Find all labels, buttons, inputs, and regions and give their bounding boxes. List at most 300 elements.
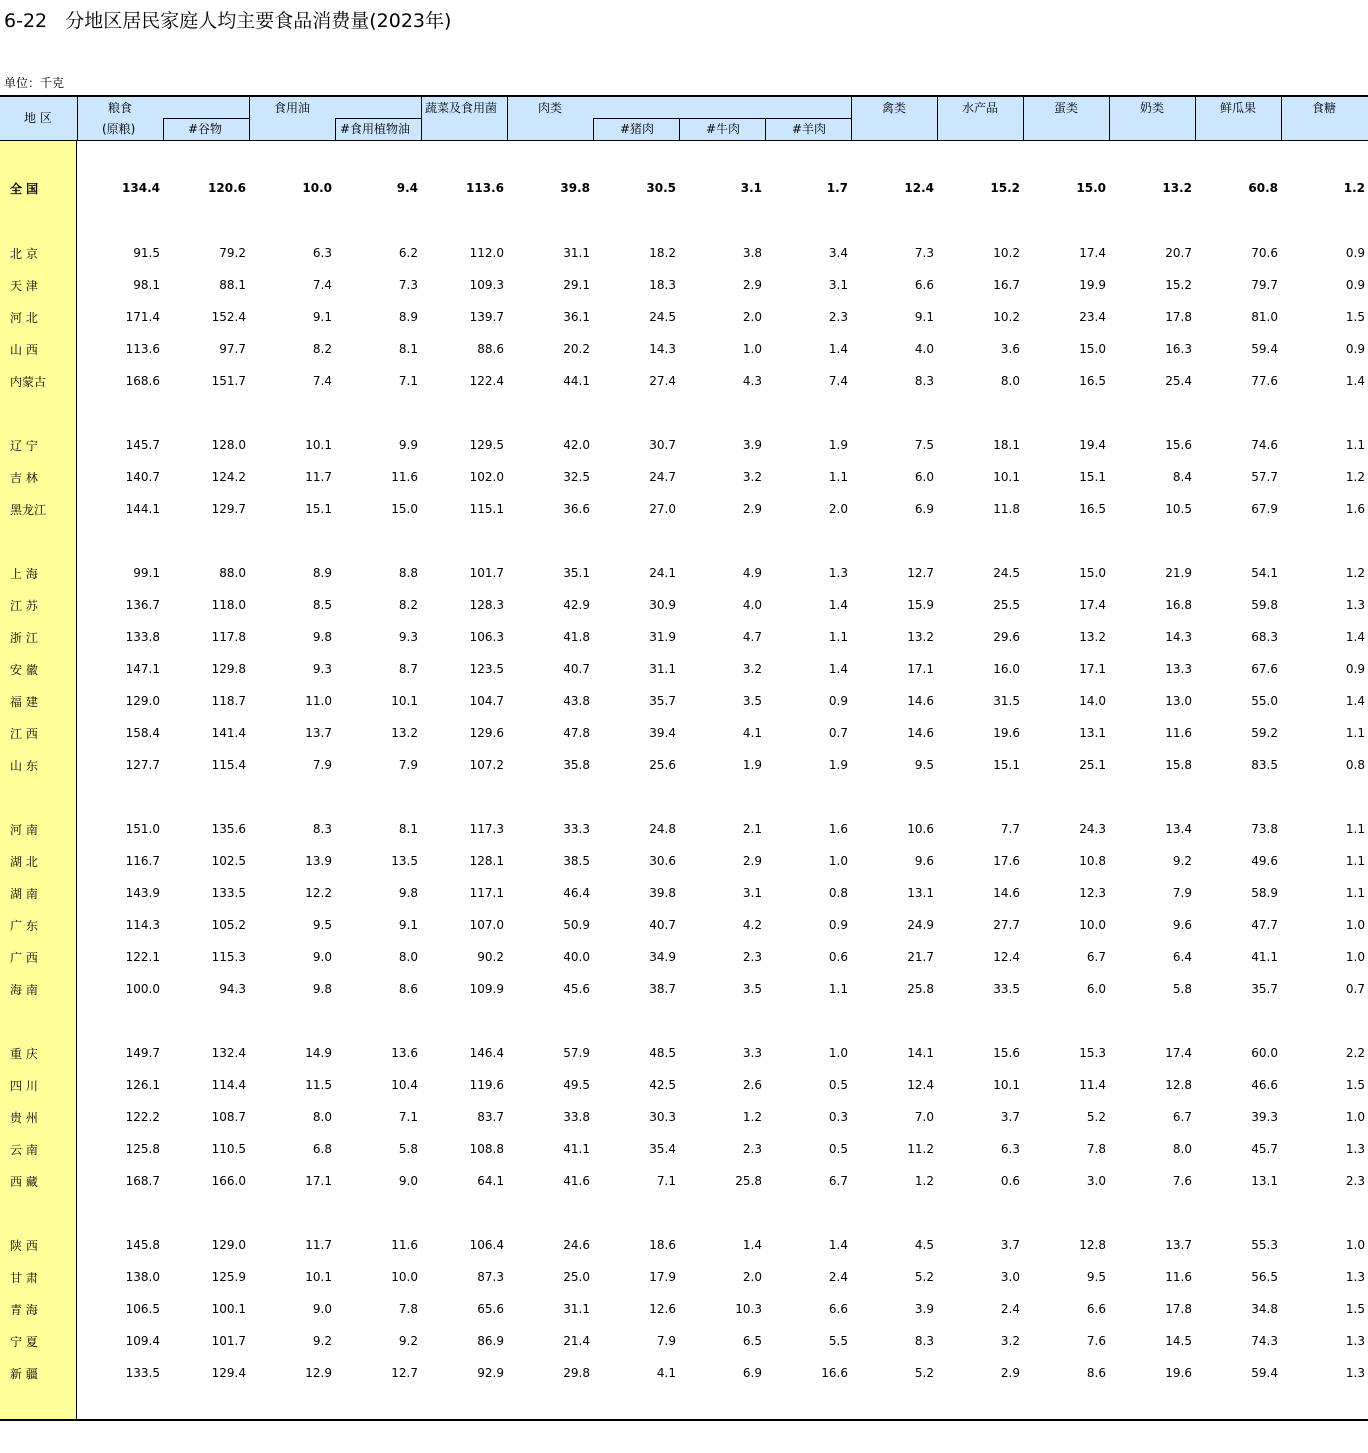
value-cell: 3.2 <box>742 662 762 676</box>
value-cell: 10.1 <box>391 694 418 708</box>
value-cell: 11.7 <box>305 470 332 484</box>
value-cell: 7.9 <box>312 758 332 772</box>
value-cell: 7.4 <box>828 374 848 388</box>
value-cell: 7.6 <box>1172 1174 1192 1188</box>
value-cell: 12.3 <box>1079 886 1106 900</box>
value-cell: 2.9 <box>1000 1366 1020 1380</box>
value-cell: 2.2 <box>1345 1046 1365 1060</box>
value-cell: 113.6 <box>125 342 160 356</box>
value-cell: 129.7 <box>211 502 246 516</box>
value-cell: 3.5 <box>742 694 762 708</box>
value-cell: 9.9 <box>398 438 418 452</box>
value-cell: 0.7 <box>1345 982 1365 996</box>
value-cell: 8.0 <box>1172 1142 1192 1156</box>
value-cell: 6.7 <box>828 1174 848 1188</box>
value-cell: 14.3 <box>649 342 676 356</box>
value-cell: 17.8 <box>1165 1302 1192 1316</box>
table-row <box>0 237 1368 269</box>
value-cell: 3.7 <box>1000 1238 1020 1252</box>
value-cell: 12.4 <box>993 950 1020 964</box>
value-cell: 1.0 <box>1345 1238 1365 1252</box>
value-cell: 11.6 <box>391 470 418 484</box>
value-cell: 14.6 <box>907 694 934 708</box>
value-cell: 1.4 <box>1345 630 1365 644</box>
table-row <box>0 909 1368 941</box>
value-cell: 0.9 <box>828 918 848 932</box>
value-cell: 8.4 <box>1172 470 1192 484</box>
value-cell: 87.3 <box>477 1270 504 1284</box>
value-cell: 46.4 <box>563 886 590 900</box>
value-cell: 55.0 <box>1251 694 1278 708</box>
value-cell: 13.2 <box>391 726 418 740</box>
value-cell: 14.1 <box>907 1046 934 1060</box>
data-sheet <box>0 95 1368 1421</box>
value-cell: 25.8 <box>907 982 934 996</box>
region-name: 山 西 <box>10 342 38 357</box>
value-cell: 11.5 <box>305 1078 332 1092</box>
value-cell: 98.1 <box>133 278 160 292</box>
value-cell: 18.1 <box>993 438 1020 452</box>
value-cell: 40.7 <box>563 662 590 676</box>
value-cell: 30.9 <box>649 598 676 612</box>
header-rule <box>0 140 1368 141</box>
value-cell: 129.5 <box>469 438 504 452</box>
value-cell: 7.7 <box>1000 822 1020 836</box>
value-cell: 1.5 <box>1345 310 1365 324</box>
value-cell: 109.4 <box>125 1334 160 1348</box>
value-cell: 5.5 <box>828 1334 848 1348</box>
value-cell: 35.8 <box>563 758 590 772</box>
table-row <box>0 1261 1368 1293</box>
value-cell: 9.8 <box>398 886 418 900</box>
value-cell: 1.5 <box>1345 1078 1365 1092</box>
value-cell: 21.4 <box>563 1334 590 1348</box>
value-cell: 102.0 <box>469 470 504 484</box>
value-cell: 81.0 <box>1251 310 1278 324</box>
value-cell: 1.3 <box>1345 1366 1365 1380</box>
value-cell: 48.5 <box>649 1046 676 1060</box>
value-cell: 1.9 <box>828 758 848 772</box>
value-cell: 17.4 <box>1165 1046 1192 1060</box>
value-cell: 8.9 <box>312 566 332 580</box>
value-cell: 1.0 <box>742 342 762 356</box>
value-cell: 24.1 <box>649 566 676 580</box>
value-cell: 3.9 <box>742 438 762 452</box>
value-cell: 21.7 <box>907 950 934 964</box>
value-cell: 15.1 <box>993 758 1020 772</box>
region-name: 重 庆 <box>10 1046 38 1061</box>
value-cell: 14.5 <box>1165 1334 1192 1348</box>
value-cell: 33.8 <box>563 1110 590 1124</box>
region-name: 青 海 <box>10 1302 38 1317</box>
value-cell: 50.9 <box>563 918 590 932</box>
table-row <box>0 461 1368 493</box>
value-cell: 43.8 <box>563 694 590 708</box>
table-row <box>0 589 1368 621</box>
header-grain: 粮食 <box>108 101 133 115</box>
value-cell: 1.1 <box>1345 726 1365 740</box>
value-cell: 1.4 <box>828 598 848 612</box>
value-cell: 6.6 <box>1086 1302 1106 1316</box>
value-cell: 1.0 <box>1345 1110 1365 1124</box>
region-name: 广 西 <box>10 950 38 965</box>
region-name: 浙 江 <box>10 630 38 645</box>
value-cell: 36.6 <box>563 502 590 516</box>
value-cell: 74.3 <box>1251 1334 1278 1348</box>
value-cell: 11.6 <box>1165 1270 1192 1284</box>
table-row <box>0 429 1368 461</box>
header-fruit: 鲜瓜果 <box>1220 101 1257 115</box>
value-cell: 1.9 <box>828 438 848 452</box>
value-cell: 128.1 <box>469 854 504 868</box>
value-cell: 120.6 <box>208 181 246 195</box>
value-cell: 12.9 <box>305 1366 332 1380</box>
value-cell: 6.0 <box>914 470 934 484</box>
value-cell: 128.0 <box>211 438 246 452</box>
value-cell: 91.5 <box>133 246 160 260</box>
value-cell: 59.4 <box>1251 342 1278 356</box>
value-cell: 1.6 <box>1345 502 1365 516</box>
value-cell: 6.3 <box>1000 1142 1020 1156</box>
value-cell: 10.2 <box>993 246 1020 260</box>
value-cell: 122.2 <box>125 1110 160 1124</box>
value-cell: 0.6 <box>828 950 848 964</box>
value-cell: 10.4 <box>391 1078 418 1092</box>
value-cell: 99.1 <box>133 566 160 580</box>
value-cell: 97.7 <box>219 342 246 356</box>
table-row <box>0 621 1368 653</box>
table-row <box>0 301 1368 333</box>
value-cell: 1.2 <box>1345 566 1365 580</box>
value-cell: 92.9 <box>477 1366 504 1380</box>
region-name: 江 苏 <box>10 598 38 613</box>
value-cell: 7.1 <box>398 1110 418 1124</box>
value-cell: 133.5 <box>125 1366 160 1380</box>
value-cell: 47.8 <box>563 726 590 740</box>
value-cell: 15.0 <box>1079 566 1106 580</box>
value-cell: 30.3 <box>649 1110 676 1124</box>
value-cell: 7.9 <box>398 758 418 772</box>
value-cell: 2.0 <box>742 1270 762 1284</box>
value-cell: 133.5 <box>211 886 246 900</box>
value-cell: 1.5 <box>1345 1302 1365 1316</box>
value-cell: 17.1 <box>907 662 934 676</box>
region-name: 天 津 <box>10 278 38 293</box>
value-cell: 15.3 <box>1079 1046 1106 1060</box>
region-name: 西 藏 <box>10 1174 38 1189</box>
value-cell: 1.1 <box>1345 886 1365 900</box>
value-cell: 79.2 <box>219 246 246 260</box>
value-cell: 8.1 <box>398 342 418 356</box>
value-cell: 0.8 <box>1345 758 1365 772</box>
value-cell: 8.9 <box>398 310 418 324</box>
value-cell: 38.7 <box>649 982 676 996</box>
value-cell: 106.5 <box>125 1302 160 1316</box>
value-cell: 90.2 <box>477 950 504 964</box>
value-cell: 27.0 <box>649 502 676 516</box>
value-cell: 16.5 <box>1079 374 1106 388</box>
value-cell: 41.8 <box>563 630 590 644</box>
value-cell: 2.0 <box>828 502 848 516</box>
table-row <box>0 1229 1368 1261</box>
region-name: 安 徽 <box>10 662 38 677</box>
value-cell: 0.9 <box>828 694 848 708</box>
value-cell: 1.1 <box>828 630 848 644</box>
value-cell: 101.7 <box>211 1334 246 1348</box>
value-cell: 10.2 <box>993 310 1020 324</box>
value-cell: 29.6 <box>993 630 1020 644</box>
value-cell: 0.5 <box>828 1142 848 1156</box>
value-cell: 39.8 <box>649 886 676 900</box>
value-cell: 3.4 <box>828 246 848 260</box>
value-cell: 114.4 <box>211 1078 246 1092</box>
header-eggs: 蛋类 <box>1054 101 1079 115</box>
value-cell: 57.7 <box>1251 470 1278 484</box>
value-cell: 25.0 <box>563 1270 590 1284</box>
value-cell: 47.7 <box>1251 918 1278 932</box>
value-cell: 1.7 <box>826 181 848 195</box>
value-cell: 110.5 <box>211 1142 246 1156</box>
table-row <box>0 1069 1368 1101</box>
value-cell: 13.9 <box>305 854 332 868</box>
value-cell: 8.3 <box>312 822 332 836</box>
value-cell: 125.9 <box>211 1270 246 1284</box>
value-cell: 8.7 <box>398 662 418 676</box>
value-cell: 107.2 <box>469 758 504 772</box>
value-cell: 19.9 <box>1079 278 1106 292</box>
table-row <box>0 941 1368 973</box>
value-cell: 9.6 <box>914 854 934 868</box>
value-cell: 9.2 <box>398 1334 418 1348</box>
value-cell: 10.1 <box>305 438 332 452</box>
value-cell: 1.1 <box>1345 438 1365 452</box>
value-cell: 136.7 <box>125 598 160 612</box>
value-cell: 9.3 <box>312 662 332 676</box>
value-cell: 25.8 <box>735 1174 762 1188</box>
value-cell: 10.0 <box>391 1270 418 1284</box>
value-cell: 27.7 <box>993 918 1020 932</box>
table-row <box>0 749 1368 781</box>
header-beef: #牛肉 <box>706 122 741 136</box>
value-cell: 126.1 <box>125 1078 160 1092</box>
table-row <box>0 1325 1368 1357</box>
value-cell: 11.6 <box>391 1238 418 1252</box>
value-cell: 18.6 <box>649 1238 676 1252</box>
value-cell: 106.3 <box>469 630 504 644</box>
value-cell: 124.2 <box>211 470 246 484</box>
value-cell: 7.1 <box>656 1174 676 1188</box>
value-cell: 46.6 <box>1251 1078 1278 1092</box>
value-cell: 25.5 <box>993 598 1020 612</box>
value-cell: 2.3 <box>1345 1174 1365 1188</box>
value-cell: 6.4 <box>1172 950 1192 964</box>
value-cell: 24.7 <box>649 470 676 484</box>
value-cell: 6.9 <box>742 1366 762 1380</box>
value-cell: 11.0 <box>305 694 332 708</box>
region-name: 吉 林 <box>10 470 38 485</box>
value-cell: 100.1 <box>211 1302 246 1316</box>
value-cell: 3.1 <box>740 181 762 195</box>
value-cell: 109.3 <box>469 278 504 292</box>
region-name: 全 国 <box>10 181 39 196</box>
value-cell: 9.1 <box>914 310 934 324</box>
header-region: 地 区 <box>24 111 52 125</box>
value-cell: 55.3 <box>1251 1238 1278 1252</box>
header-dairy: 奶类 <box>1140 101 1165 115</box>
value-cell: 39.4 <box>649 726 676 740</box>
value-cell: 24.9 <box>907 918 934 932</box>
value-cell: 4.0 <box>742 598 762 612</box>
value-cell: 13.2 <box>1079 630 1106 644</box>
region-name: 内蒙古 <box>10 374 47 389</box>
value-cell: 6.5 <box>742 1334 762 1348</box>
value-cell: 4.5 <box>914 1238 934 1252</box>
value-cell: 12.6 <box>649 1302 676 1316</box>
value-cell: 65.6 <box>477 1302 504 1316</box>
value-cell: 1.9 <box>742 758 762 772</box>
value-cell: 56.5 <box>1251 1270 1278 1284</box>
value-cell: 4.0 <box>914 342 934 356</box>
value-cell: 12.2 <box>305 886 332 900</box>
value-cell: 70.6 <box>1251 246 1278 260</box>
value-cell: 16.0 <box>993 662 1020 676</box>
value-cell: 15.6 <box>993 1046 1020 1060</box>
region-name: 海 南 <box>10 982 38 997</box>
value-cell: 14.3 <box>1165 630 1192 644</box>
value-cell: 2.0 <box>742 310 762 324</box>
value-cell: 0.8 <box>828 886 848 900</box>
value-cell: 24.5 <box>993 566 1020 580</box>
value-cell: 8.0 <box>312 1110 332 1124</box>
value-cell: 8.0 <box>1000 374 1020 388</box>
value-cell: 9.0 <box>312 950 332 964</box>
value-cell: 9.6 <box>1172 918 1192 932</box>
value-cell: 10.8 <box>1079 854 1106 868</box>
value-cell: 31.5 <box>993 694 1020 708</box>
region-name: 广 东 <box>10 918 38 933</box>
value-cell: 35.7 <box>1251 982 1278 996</box>
value-cell: 117.8 <box>211 630 246 644</box>
value-cell: 17.1 <box>305 1174 332 1188</box>
table-row <box>0 1165 1368 1197</box>
value-cell: 11.2 <box>907 1142 934 1156</box>
value-cell: 42.5 <box>649 1078 676 1092</box>
value-cell: 59.2 <box>1251 726 1278 740</box>
value-cell: 1.2 <box>1345 470 1365 484</box>
region-name: 四 川 <box>10 1078 38 1093</box>
value-cell: 10.1 <box>305 1270 332 1284</box>
value-cell: 145.8 <box>125 1238 160 1252</box>
value-cell: 17.9 <box>649 1270 676 1284</box>
value-cell: 1.3 <box>1345 1142 1365 1156</box>
value-cell: 14.9 <box>305 1046 332 1060</box>
table-row <box>0 1037 1368 1069</box>
value-cell: 6.6 <box>914 278 934 292</box>
value-cell: 8.5 <box>312 598 332 612</box>
value-cell: 152.4 <box>211 310 246 324</box>
value-cell: 8.8 <box>398 566 418 580</box>
header-sugar: 食糖 <box>1312 101 1337 115</box>
value-cell: 13.3 <box>1165 662 1192 676</box>
value-cell: 39.3 <box>1251 1110 1278 1124</box>
value-cell: 1.1 <box>1345 822 1365 836</box>
value-cell: 12.8 <box>1079 1238 1106 1252</box>
value-cell: 30.5 <box>646 181 676 195</box>
value-cell: 143.9 <box>125 886 160 900</box>
value-cell: 1.4 <box>1345 374 1365 388</box>
value-cell: 9.2 <box>1172 854 1192 868</box>
value-cell: 1.3 <box>1345 1334 1365 1348</box>
value-cell: 7.4 <box>312 374 332 388</box>
value-cell: 1.0 <box>828 1046 848 1060</box>
value-cell: 9.4 <box>396 181 418 195</box>
top-rule <box>0 95 1368 97</box>
value-cell: 0.9 <box>1345 278 1365 292</box>
value-cell: 41.1 <box>1251 950 1278 964</box>
value-cell: 5.2 <box>1086 1110 1106 1124</box>
value-cell: 1.2 <box>914 1174 934 1188</box>
value-cell: 60.0 <box>1251 1046 1278 1060</box>
value-cell: 88.0 <box>219 566 246 580</box>
value-cell: 117.1 <box>469 886 504 900</box>
value-cell: 18.2 <box>649 246 676 260</box>
region-name: 甘 肃 <box>10 1270 38 1285</box>
value-cell: 15.2 <box>1165 278 1192 292</box>
value-cell: 0.7 <box>828 726 848 740</box>
table-row <box>0 845 1368 877</box>
value-cell: 4.7 <box>742 630 762 644</box>
value-cell: 1.0 <box>1345 950 1365 964</box>
value-cell: 34.9 <box>649 950 676 964</box>
value-cell: 101.7 <box>469 566 504 580</box>
value-cell: 45.7 <box>1251 1142 1278 1156</box>
value-cell: 25.1 <box>1079 758 1106 772</box>
value-cell: 25.6 <box>649 758 676 772</box>
value-cell: 132.4 <box>211 1046 246 1060</box>
value-cell: 2.9 <box>742 278 762 292</box>
region-name: 福 建 <box>10 694 38 709</box>
region-name: 新 疆 <box>10 1366 38 1381</box>
value-cell: 67.9 <box>1251 502 1278 516</box>
value-cell: 21.9 <box>1165 566 1192 580</box>
value-cell: 0.9 <box>1345 662 1365 676</box>
value-cell: 86.9 <box>477 1334 504 1348</box>
value-cell: 2.6 <box>742 1078 762 1092</box>
value-cell: 14.6 <box>907 726 934 740</box>
value-cell: 13.4 <box>1165 822 1192 836</box>
value-cell: 54.1 <box>1251 566 1278 580</box>
value-cell: 1.3 <box>828 566 848 580</box>
value-cell: 12.8 <box>1165 1078 1192 1092</box>
table-row <box>0 173 1368 203</box>
value-cell: 9.3 <box>398 630 418 644</box>
value-cell: 2.3 <box>742 1142 762 1156</box>
value-cell: 59.8 <box>1251 598 1278 612</box>
value-cell: 122.1 <box>125 950 160 964</box>
table-row <box>0 973 1368 1005</box>
header-vegetables: 蔬菜及食用菌 <box>425 101 498 115</box>
value-cell: 17.6 <box>993 854 1020 868</box>
value-cell: 33.5 <box>993 982 1020 996</box>
region-name: 山 东 <box>10 758 38 773</box>
value-cell: 29.8 <box>563 1366 590 1380</box>
value-cell: 9.8 <box>312 630 332 644</box>
value-cell: 15.0 <box>1076 181 1106 195</box>
value-cell: 1.0 <box>828 854 848 868</box>
value-cell: 67.6 <box>1251 662 1278 676</box>
value-cell: 6.3 <box>312 246 332 260</box>
value-cell: 133.8 <box>125 630 160 644</box>
